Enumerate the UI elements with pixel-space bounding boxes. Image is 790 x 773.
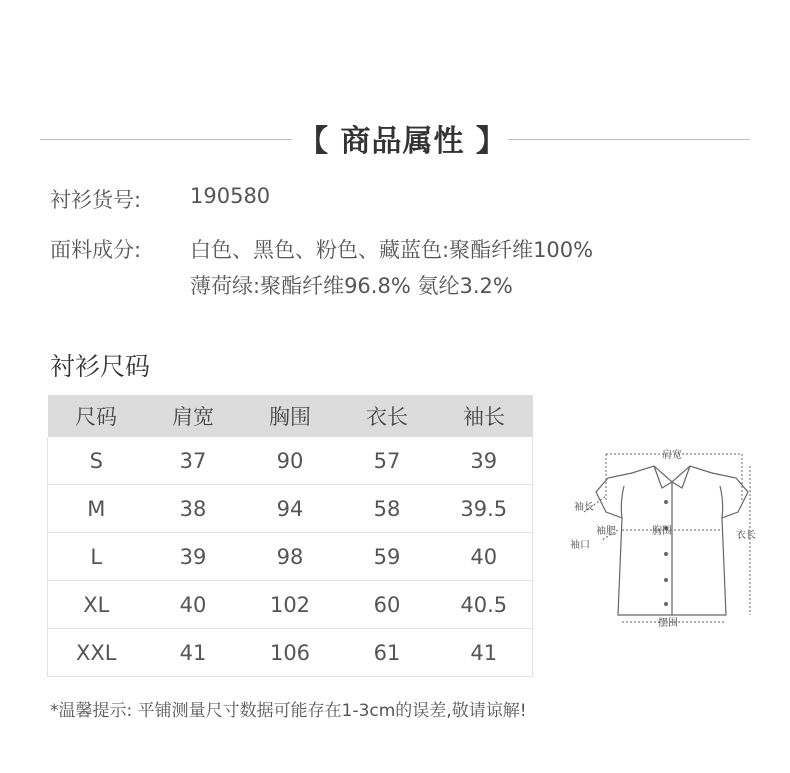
label-length: 衣长 — [736, 530, 756, 541]
section-title: 【 商品属性 】 — [298, 124, 507, 159]
label-chest: 胸围 — [652, 526, 672, 537]
title-divider-right — [508, 139, 750, 140]
header-shoulder: 肩宽 — [145, 395, 242, 437]
cell-length: 61 — [339, 629, 436, 677]
cell-shoulder: 38 — [145, 485, 242, 533]
header-chest: 胸围 — [242, 395, 339, 437]
label-sleeve-length: 袖长 — [574, 502, 594, 513]
header-length: 衣长 — [339, 395, 436, 437]
label-cuff: 袖口 — [570, 540, 590, 551]
size-section-title: 衬衫尺码 — [50, 352, 151, 381]
cell-size: XL — [48, 581, 145, 629]
header-sleeve: 袖长 — [436, 395, 533, 437]
cell-sleeve: 40.5 — [436, 581, 533, 629]
table-row — [48, 437, 533, 485]
cell-chest: 106 — [242, 629, 339, 677]
title-divider-left — [40, 139, 292, 140]
cell-sleeve: 41 — [436, 629, 533, 677]
cell-length: 58 — [339, 485, 436, 533]
material-line-2: 薄荷绿:聚酯纤维96.8% 氨纶3.2% — [190, 274, 513, 298]
table-row — [48, 581, 533, 629]
label-shoulder: 肩宽 — [662, 450, 682, 461]
cell-sleeve: 39.5 — [436, 485, 533, 533]
table-row — [48, 533, 533, 581]
shirt-measurement-diagram — [562, 440, 772, 630]
header-size: 尺码 — [48, 395, 145, 437]
cell-chest: 90 — [242, 437, 339, 485]
size-table-header-row — [48, 395, 533, 437]
cell-sleeve: 39 — [436, 437, 533, 485]
cell-length: 57 — [339, 437, 436, 485]
cell-shoulder: 37 — [145, 437, 242, 485]
cell-shoulder: 41 — [145, 629, 242, 677]
shirt-no-value: 190580 — [190, 184, 271, 208]
cell-chest: 98 — [242, 533, 339, 581]
cell-size: S — [48, 437, 145, 485]
measurement-note: *温馨提示: 平铺测量尺寸数据可能存在1-3cm的误差,敬请谅解! — [50, 701, 527, 721]
cell-length: 60 — [339, 581, 436, 629]
cell-shoulder: 40 — [145, 581, 242, 629]
cell-chest: 94 — [242, 485, 339, 533]
cell-sleeve: 40 — [436, 533, 533, 581]
table-row — [48, 485, 533, 533]
material-line-1: 白色、黑色、粉色、藏蓝色:聚酯纤维100% — [190, 238, 594, 262]
cell-length: 59 — [339, 533, 436, 581]
cell-size: M — [48, 485, 145, 533]
label-hem: 摆围 — [658, 618, 678, 629]
cell-size: XXL — [48, 629, 145, 677]
size-table — [47, 395, 533, 677]
label-sleeve-width: 袖肥 — [596, 526, 616, 537]
material-label: 面料成分: — [50, 238, 142, 262]
cell-size: L — [48, 533, 145, 581]
table-row — [48, 629, 533, 677]
shirt-no-label: 衬衫货号: — [50, 188, 142, 212]
cell-chest: 102 — [242, 581, 339, 629]
cell-shoulder: 39 — [145, 533, 242, 581]
